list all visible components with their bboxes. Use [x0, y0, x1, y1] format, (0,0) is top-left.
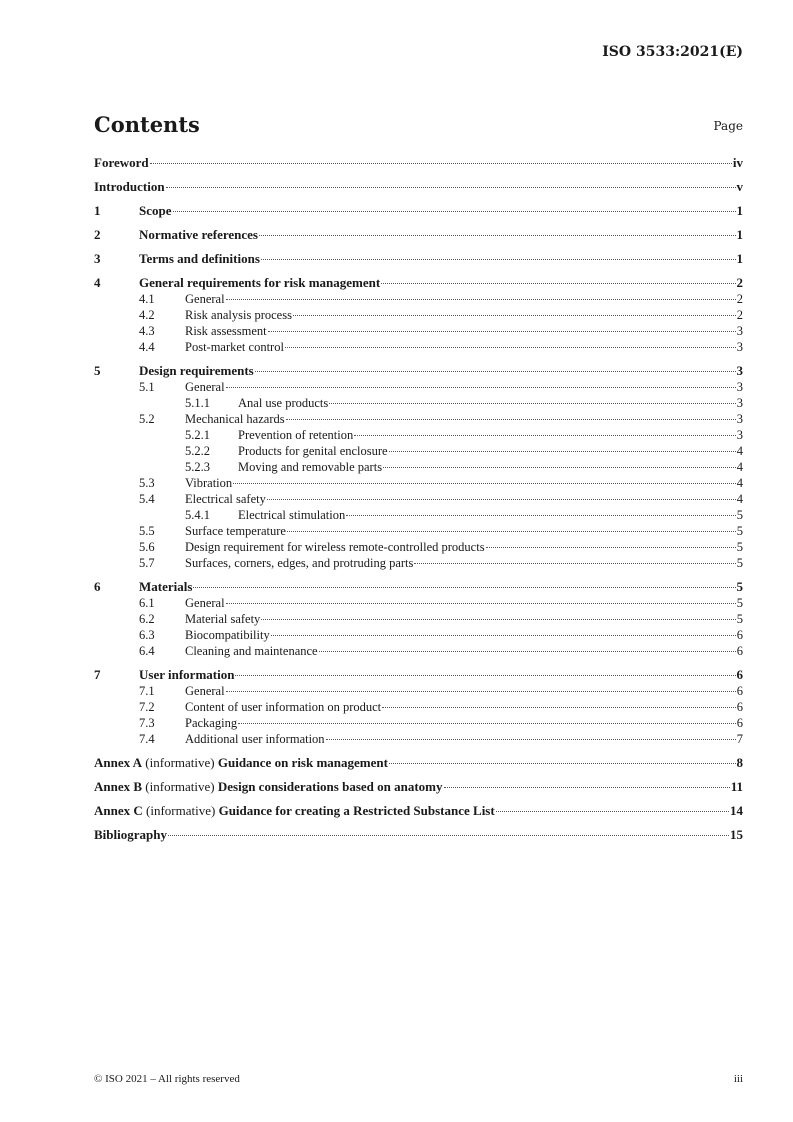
toc-entry-label: General	[185, 292, 225, 306]
annex-title: Design considerations based on anatomy	[217, 779, 443, 794]
dot-leader	[235, 675, 735, 676]
toc-entry-number: 4.1	[139, 292, 155, 306]
toc-entry-page: 6	[736, 644, 743, 658]
toc-entry-label: Electrical stimulation	[238, 508, 346, 522]
toc-entry-page: 3	[736, 380, 743, 394]
toc-entry-label: General	[185, 596, 225, 610]
toc-entry-number: 1	[94, 203, 101, 218]
toc-entry[interactable]	[94, 443, 743, 459]
toc-entry[interactable]	[94, 323, 743, 339]
toc-entry[interactable]	[94, 227, 743, 243]
toc-entry-page: 3	[736, 396, 743, 410]
toc-entry[interactable]	[94, 395, 743, 411]
toc-entry-page: 3	[736, 324, 743, 338]
toc-entry-page: 8	[736, 755, 743, 770]
toc-entry-page: 4	[736, 444, 743, 458]
toc-entry-label: Products for genital enclosure	[238, 444, 388, 458]
dot-leader	[286, 419, 736, 420]
toc-entry-page: 5	[736, 524, 743, 538]
page-column-label: Page	[713, 119, 743, 133]
toc-entry-label: Surface temperature	[185, 524, 286, 538]
toc-entry-number: 5.2	[139, 412, 155, 426]
toc-entry-number: 6.2	[139, 612, 155, 626]
toc-entry-label: General	[185, 380, 225, 394]
toc-entry-number: 4.2	[139, 308, 155, 322]
dot-leader	[293, 315, 736, 316]
toc-entry[interactable]	[94, 755, 743, 771]
toc-entry-page: 11	[730, 779, 743, 794]
toc-entry-page: 2	[736, 308, 743, 322]
toc-entry[interactable]	[94, 379, 743, 395]
dot-leader	[261, 259, 736, 260]
dot-leader	[414, 563, 735, 564]
dot-leader	[267, 499, 736, 500]
toc-entry[interactable]	[94, 595, 743, 611]
toc-entry[interactable]	[94, 363, 743, 379]
toc-entry[interactable]	[94, 179, 743, 195]
dot-leader	[226, 387, 736, 388]
toc-entry-page: 1	[736, 203, 743, 218]
toc-entry[interactable]	[94, 523, 743, 539]
annex-type: (informative)	[142, 779, 218, 794]
dot-leader	[271, 635, 736, 636]
toc-entry[interactable]	[94, 475, 743, 491]
dot-leader	[326, 739, 736, 740]
dot-leader	[173, 211, 736, 212]
toc-entry-number: 7.1	[139, 684, 155, 698]
toc-entry-label: Material safety	[185, 612, 261, 626]
toc-entry[interactable]	[94, 555, 743, 571]
toc-entry-number: 5.2.2	[185, 444, 210, 458]
toc-entry-page: 14	[730, 803, 743, 818]
dot-leader	[238, 723, 736, 724]
footer-page-number: iii	[733, 1073, 743, 1085]
toc-entry-page: 6	[736, 628, 743, 642]
toc-entry[interactable]	[94, 579, 743, 595]
toc-entry-label: Content of user information on product	[185, 700, 382, 714]
toc-entry-number: 7.2	[139, 700, 155, 714]
toc-entry-label: Post-market control	[185, 340, 284, 354]
toc-entry[interactable]	[94, 427, 743, 443]
toc-entry[interactable]	[94, 339, 743, 355]
toc-entry-page: 4	[736, 460, 743, 474]
toc-entry-label: Moving and removable parts	[238, 460, 383, 474]
dot-leader	[233, 483, 736, 484]
toc-entry-label: Normative references	[139, 227, 258, 242]
toc-entry-label	[94, 779, 443, 795]
toc-entry-page: 6	[736, 716, 743, 730]
toc-entry-page: 3	[736, 363, 743, 378]
dot-leader	[259, 235, 736, 236]
toc-entry-number: 5.1	[139, 380, 155, 394]
toc-entry[interactable]	[94, 203, 743, 219]
toc-entry-page: 1	[736, 227, 743, 242]
dot-leader	[389, 763, 736, 764]
dot-leader	[150, 163, 732, 164]
toc-entry-number: 2	[94, 227, 101, 242]
toc-entry-number: 4	[94, 275, 101, 290]
toc-entry-page: 6	[736, 700, 743, 714]
toc-entry-label	[94, 755, 388, 771]
toc-entry-page: 4	[736, 476, 743, 490]
dot-leader	[383, 467, 736, 468]
dot-leader	[287, 531, 736, 532]
toc-entry[interactable]	[94, 611, 743, 627]
dot-leader	[319, 651, 736, 652]
toc-entry-page: 4	[736, 492, 743, 506]
toc-entry-number: 6	[94, 579, 101, 594]
toc-entry-number: 5.2.3	[185, 460, 210, 474]
toc-entry[interactable]	[94, 411, 743, 427]
toc-entry-label: Scope	[139, 203, 172, 218]
dot-leader	[255, 371, 736, 372]
page-title: Contents	[94, 112, 200, 137]
toc-entry[interactable]	[94, 307, 743, 323]
footer-copyright: © ISO 2021 – All rights reserved	[94, 1073, 240, 1085]
toc-entry[interactable]	[94, 155, 743, 171]
toc-entry-page: 3	[736, 412, 743, 426]
toc-entry-label: Anal use products	[238, 396, 329, 410]
toc-entry-label: User information	[139, 667, 235, 682]
table-of-contents	[94, 155, 743, 843]
dot-leader	[346, 515, 735, 516]
toc-entry-page: 6	[736, 667, 743, 682]
toc-entry-page: 3	[736, 340, 743, 354]
toc-entry-page: 3	[736, 428, 743, 442]
dot-leader	[496, 811, 729, 812]
toc-entry-page: 7	[736, 732, 743, 746]
toc-entry-number: 5.4	[139, 492, 155, 506]
toc-entry-number: 4.4	[139, 340, 155, 354]
toc-entry-number: 5	[94, 363, 101, 378]
toc-entry[interactable]	[94, 291, 743, 307]
dot-leader	[382, 707, 736, 708]
dot-leader	[444, 787, 730, 788]
toc-entry-page: 5	[736, 579, 743, 594]
toc-entry-number: 5.2.1	[185, 428, 210, 442]
annex-id: Annex B	[94, 779, 143, 794]
toc-entry-label: Foreword	[94, 155, 149, 170]
toc-entry-number: 5.7	[139, 556, 155, 570]
toc-entry-number: 3	[94, 251, 101, 266]
toc-entry-number: 7.4	[139, 732, 155, 746]
toc-entry[interactable]	[94, 803, 743, 819]
toc-entry-number: 5.4.1	[185, 508, 210, 522]
toc-entry-label: Biocompatibility	[185, 628, 270, 642]
dot-leader	[285, 347, 736, 348]
toc-entry[interactable]	[94, 275, 743, 291]
toc-entry[interactable]	[94, 667, 743, 683]
toc-entry-label: Surfaces, corners, edges, and protruding parts	[185, 556, 414, 570]
toc-entry-page: 6	[736, 684, 743, 698]
toc-entry-page: 5	[736, 556, 743, 570]
toc-entry-label: General	[185, 684, 225, 698]
toc-entry-number: 7	[94, 667, 101, 682]
annex-id: Annex A	[94, 755, 143, 770]
toc-entry[interactable]	[94, 627, 743, 643]
toc-entry-page: 2	[736, 275, 743, 290]
dot-leader	[193, 587, 735, 588]
toc-entry-page: 1	[736, 251, 743, 266]
toc-entry-label: Additional user information	[185, 732, 325, 746]
toc-entry-page: 15	[730, 827, 743, 842]
toc-entry-label: Design requirement for wireless remote-controlled products	[185, 540, 485, 554]
toc-entry-label: Design requirements	[139, 363, 254, 378]
annex-id: Annex C	[94, 803, 143, 818]
toc-entry-label: Risk analysis process	[185, 308, 292, 322]
toc-entry-number: 5.1.1	[185, 396, 210, 410]
toc-entry-number: 5.3	[139, 476, 155, 490]
dot-leader	[486, 547, 736, 548]
document-standard-id: ISO 3533:2021(E)	[602, 44, 743, 60]
toc-entry-label: Introduction	[94, 179, 165, 194]
dot-leader	[226, 299, 736, 300]
toc-entry[interactable]	[94, 643, 743, 659]
toc-entry-label: Electrical safety	[185, 492, 266, 506]
toc-entry-label: General requirements for risk management	[139, 275, 381, 290]
toc-entry-label: Bibliography	[94, 827, 167, 842]
toc-entry-number: 5.6	[139, 540, 155, 554]
dot-leader	[226, 603, 736, 604]
annex-type: (informative)	[142, 803, 219, 818]
toc-entry-number: 6.4	[139, 644, 155, 658]
toc-entry-label	[94, 803, 495, 819]
annex-title: Guidance on risk management	[217, 755, 388, 770]
toc-entry-number: 6.1	[139, 596, 155, 610]
toc-entry-label: Cleaning and maintenance	[185, 644, 318, 658]
toc-entry[interactable]	[94, 539, 743, 555]
dot-leader	[261, 619, 735, 620]
toc-entry-label: Materials	[139, 579, 193, 594]
toc-entry-label: Risk assessment	[185, 324, 267, 338]
toc-entry-page: 5	[736, 540, 743, 554]
dot-leader	[166, 187, 736, 188]
toc-entry-page: iv	[732, 155, 743, 170]
annex-type: (informative)	[142, 755, 218, 770]
toc-entry[interactable]	[94, 779, 743, 795]
toc-entry-number: 6.3	[139, 628, 155, 642]
toc-entry[interactable]	[94, 251, 743, 267]
dot-leader	[329, 403, 735, 404]
dot-leader	[381, 283, 735, 284]
toc-entry[interactable]	[94, 699, 743, 715]
toc-entry-label: Vibration	[185, 476, 233, 490]
toc-entry-number: 7.3	[139, 716, 155, 730]
toc-entry-page: 2	[736, 292, 743, 306]
toc-entry-label: Terms and definitions	[139, 251, 260, 266]
annex-title: Guidance for creating a Restricted Substance List	[218, 803, 495, 818]
dot-leader	[226, 691, 736, 692]
toc-entry-label: Prevention of retention	[238, 428, 354, 442]
toc-entry[interactable]	[94, 731, 743, 747]
dot-leader	[389, 451, 736, 452]
toc-entry-label: Packaging	[185, 716, 238, 730]
toc-entry[interactable]	[94, 827, 743, 843]
toc-entry-page: 5	[736, 596, 743, 610]
dot-leader	[268, 331, 736, 332]
toc-entry-number: 4.3	[139, 324, 155, 338]
toc-entry-label: Mechanical hazards	[185, 412, 285, 426]
dot-leader	[354, 435, 736, 436]
toc-entry-page: 5	[736, 612, 743, 626]
toc-entry-page: 5	[736, 508, 743, 522]
toc-entry-number: 5.5	[139, 524, 155, 538]
toc-entry[interactable]	[94, 491, 743, 507]
toc-entry[interactable]	[94, 683, 743, 699]
toc-entry[interactable]	[94, 715, 743, 731]
toc-entry-page: v	[736, 179, 743, 194]
dot-leader	[168, 835, 729, 836]
toc-entry[interactable]	[94, 459, 743, 475]
toc-entry[interactable]	[94, 507, 743, 523]
